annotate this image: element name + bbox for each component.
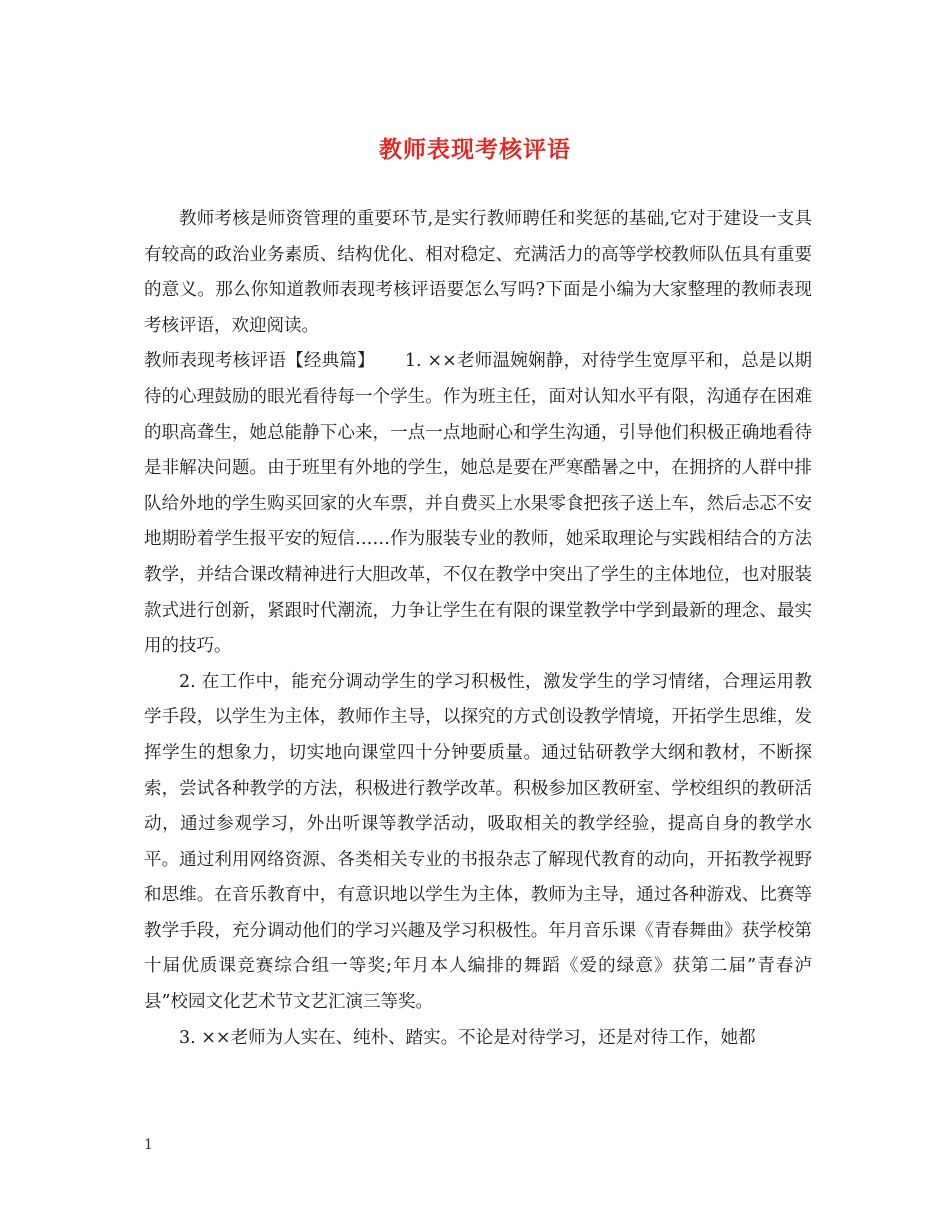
paragraph-1: 1. ××老师温婉娴静，对待学生宽厚平和，总是以期待的心理鼓励的眼光看待每一个学生。作为班主任，面对认知水平有限，沟通存在困难的职高聋生，她总能静下心来，一点一点地耐心和学生沟通，引导他们积极正确地看待是非解决问题。由于班里有外地的学生，她总是要在严寒酷暑之中，在拥挤的人群中排队给外地的学生购买回家的火车票，并自费买上水果零食把孩子送上车，然后忐忑不安地期盼着学生报平安的短信……作为服装专业的教师，她采取理论与实践相结合的方法教学，并结合课改精神进行大胆改革，不仅在教学中突出了学生的主体地位，也对服装款式进行创新，紧跟时代潮流，力争让学生在有限的课堂教学中学到最新的理念、最实用的技巧。 <box>144 351 812 657</box>
document-title: 教师表现考核评语 <box>379 136 571 163</box>
document-body <box>144 202 812 1056</box>
paragraph-2: 2. 在工作中，能充分调动学生的学习积极性，激发学生的学习情绪，合理运用教学手段，以学生为主体，教师作主导，以探究的方式创设教学情境，开拓学生思维，发挥学生的想象力，切实地向课堂四十分钟要质量。通过钻研教学大纲和教材，不断探索，尝试各种教学的方法，积极进行教学改革。积极参加区教研室、学校组织的教研活动，通过参观学习，外出听课等教学活动，吸取相关的教学经验，提高自身的教学水平。通过利用网络资源、各类相关专业的书报杂志了解现代教育的动向，开拓教学视野和思维。在音乐教育中，有意识地以学生为主体，教师为主导，通过各种游戏、比赛等教学手段，充分调动他们的学习兴趣及学习积极性。年月音乐课《青春舞曲》获学校第十届优质课竞赛综合组一等奖;年月本人编排的舞蹈《爱的绿意》获第二届”青春泸县”校园文化艺术节文艺汇演三等奖。 <box>144 671 812 1013</box>
section-paragraph <box>144 344 812 664</box>
page-number: 1 <box>144 1137 153 1153</box>
section-heading: 教师表现考核评语【经典篇】 <box>144 351 375 372</box>
intro-paragraph: 教师考核是师资管理的重要环节,是实行教师聘任和奖惩的基础,它对于建设一支具有较高的政治业务素质、结构优化、相对稳定、充满活力的高等学校教师队伍具有重要的意义。那么你知道教师表现考核评语要怎么写吗?下面是小编为大家整理的教师表现考核评语，欢迎阅读。 <box>144 209 812 336</box>
paragraph-3: 3. ××老师为人实在、纯朴、踏实。不论是对待学习，还是对待工作，她都 <box>179 1027 756 1048</box>
